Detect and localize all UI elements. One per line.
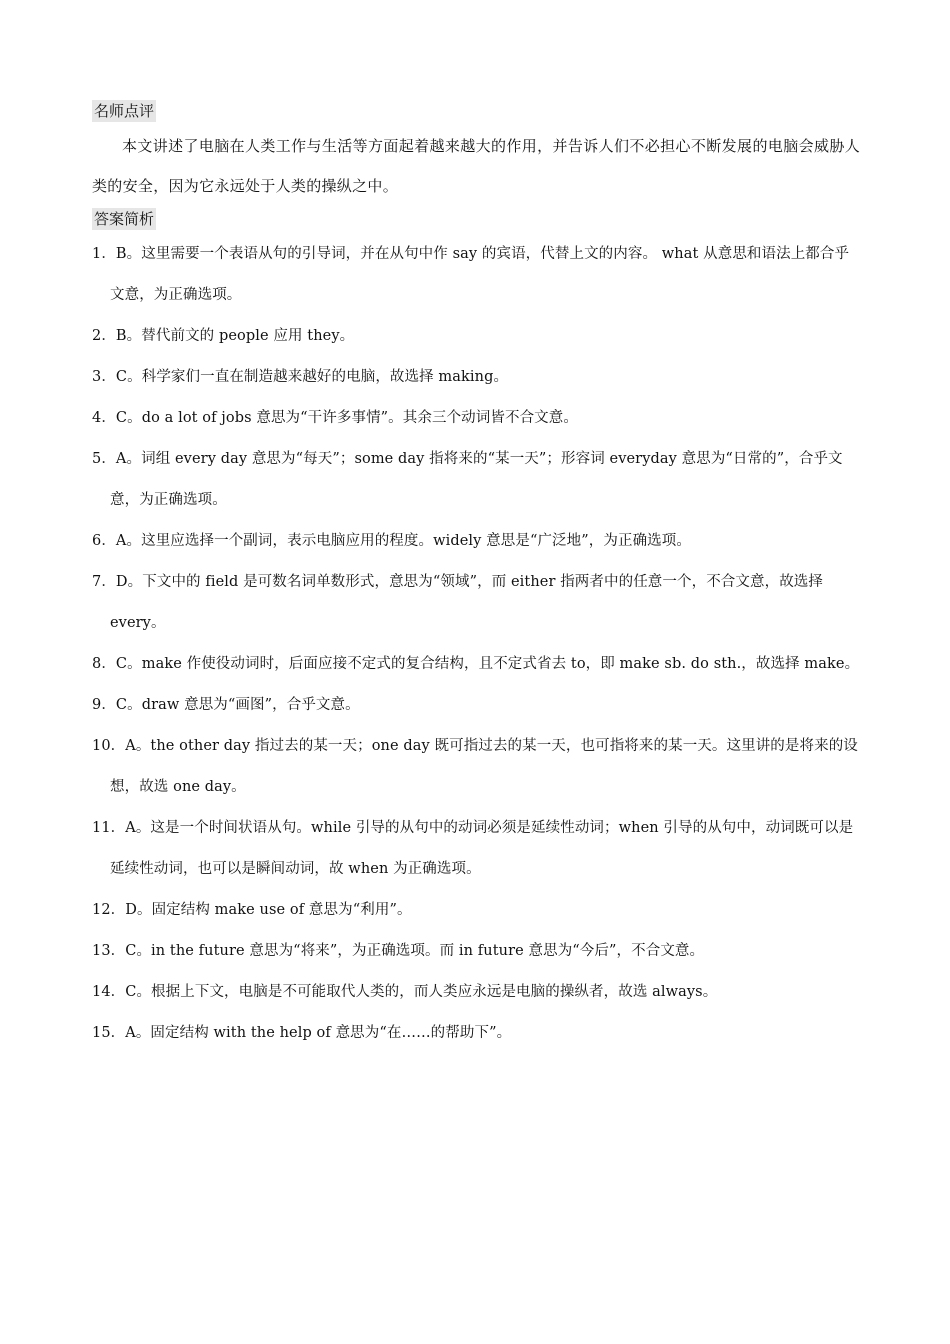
answer-item-8: 8．C。make 作使役动词时，后面应接不定式的复合结构，且不定式省去 to，即 make sb. do sth.，故选择 make。 xyxy=(92,656,860,672)
answer-item-11: 11．A。这是一个时间状语从句。while 引导的从句中的动词必须是延续性动词；when 引导的从句中，动词既可以是延续性动词，也可以是瞬间动词，故 when 为正确选项。 xyxy=(92,820,854,877)
answer-item-15: 15．A。固定结构 with the help of 意思为“在……的帮助下”。 xyxy=(92,1025,512,1041)
answer-item-1: 1．B。这里需要一个表语从句的引导词，并在从句中作 say 的宾语，代替上文的内容。 what 从意思和语法上都合乎文意，为正确选项。 xyxy=(92,246,850,303)
answer-item-12: 12．D。固定结构 make use of 意思为“利用”。 xyxy=(92,902,412,918)
answer-item-6: 6．A。这里应选择一个副词，表示电脑应用的程度。widely 意思是“广泛地”，为正确选项。 xyxy=(92,533,691,549)
answer-item-5: 5．A。词组 every day 意思为“每天”；some day 指将来的“某一天”；形容词 everyday 意思为“日常的”，合乎文意，为正确选项。 xyxy=(92,451,843,508)
answer-item-9: 9．C。draw 意思为“画图”，合乎文意。 xyxy=(92,697,360,713)
document-content xyxy=(92,100,860,1054)
answer-item-2: 2．B。替代前文的 people 应用 they。 xyxy=(92,328,355,344)
answer-list xyxy=(92,234,860,1054)
answer-item-14: 14．C。根据上下文，电脑是不可能取代人类的，而人类应永远是电脑的操纵者，故选 always。 xyxy=(92,984,718,1000)
answer-item-13: 13．C。in the future 意思为“将来”，为正确选项。而 in future 意思为“今后”，不合文意。 xyxy=(92,943,705,959)
review-paragraph: 本文讲述了电脑在人类工作与生活等方面起着越来越大的作用，并告诉人们不必担心不断发展的电脑会威胁人类的安全，因为它永远处于人类的操纵之中。 xyxy=(92,137,860,195)
answer-item-10: 10．A。the other day 指过去的某一天；one day 既可指过去的某一天，也可指将来的某一天。这里讲的是将来的设想，故选 one day。 xyxy=(92,738,858,795)
answers-heading: 答案简析 xyxy=(94,210,155,228)
answer-item-4: 4．C。do a lot of jobs 意思为“干许多事情”。其余三个动词皆不合文意。 xyxy=(92,410,578,426)
review-heading: 名师点评 xyxy=(94,102,155,120)
answer-item-3: 3．C。科学家们一直在制造越来越好的电脑，故选择 making。 xyxy=(92,369,509,385)
answer-item-7: 7．D。下文中的 field 是可数名词单数形式，意思为“领域”，而 either 指两者中的任意一个，不合文意，故选择 every。 xyxy=(92,574,824,631)
